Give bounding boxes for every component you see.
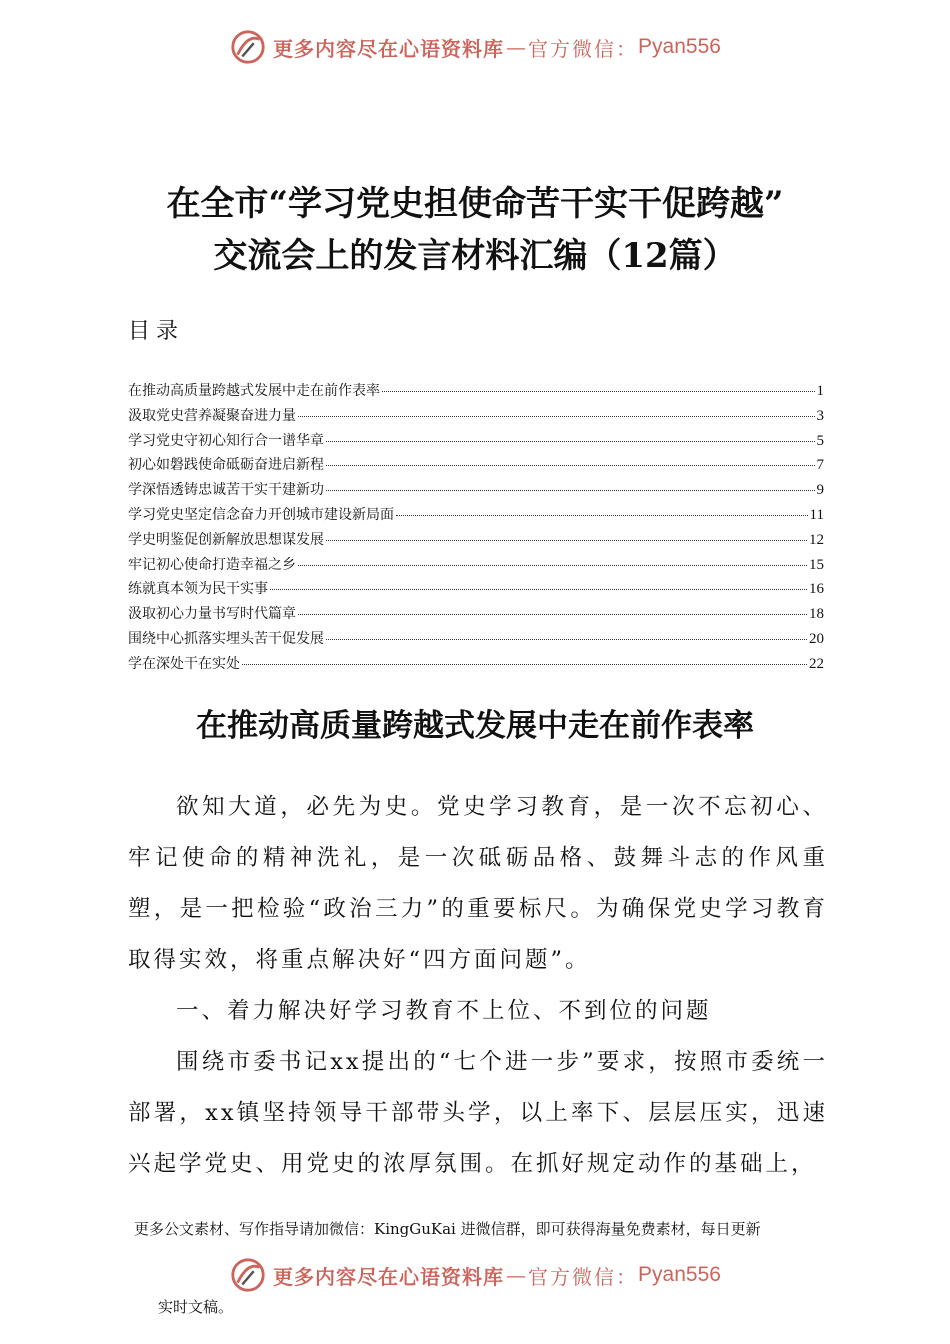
toc-entry-title: 围绕中心抓落实埋头苦干促发展 bbox=[128, 630, 324, 647]
watermark-text: 更多内容尽在心语资料库 bbox=[273, 1264, 505, 1289]
toc-entry-page: 20 bbox=[809, 630, 824, 647]
seal-logo-icon bbox=[229, 28, 267, 66]
toc-entry-title: 初心如磐践使命砥砺奋进启新程 bbox=[128, 457, 324, 474]
body-paragraph: 欲知大道，必先为史。党史学习教育，是一次不忘初心、牢记使命的精神洗礼，是一次砥砺品格、鼓舞斗志的作风重塑，是一把检验“政治三力”的重要标尺。为确保党史学习教育取得实效，将重点解决好“四方面问题”。 bbox=[128, 794, 828, 973]
toc-entry-title: 练就真本领为民干实事 bbox=[128, 581, 268, 598]
toc-heading: 目录 bbox=[128, 319, 185, 344]
watermark-text: 更多内容尽在心语资料库 bbox=[273, 36, 505, 61]
toc-entry-page: 16 bbox=[809, 581, 824, 598]
toc-leader bbox=[298, 565, 807, 566]
title-line-2: 交流会上的发言材料汇编（12篇） bbox=[213, 236, 737, 276]
toc-entry-title: 学习党史坚定信念奋力开创城市建设新局面 bbox=[128, 506, 394, 523]
toc-entry[interactable] bbox=[128, 454, 824, 479]
toc-entry[interactable] bbox=[128, 504, 824, 529]
toc-entry-page: 5 bbox=[816, 432, 824, 449]
toc-entry-page: 15 bbox=[809, 556, 824, 573]
toc-entry[interactable] bbox=[128, 479, 824, 504]
body-paragraph: 围绕市委书记xx提出的“七个进一步”要求，按照市委统一部署，xx镇坚持领导干部带头学，以上率下、层层压实，迅速兴起学党史、用党史的浓厚氛围。在抓好规定动作的基础上， bbox=[128, 1049, 828, 1177]
watermark-wechat-label: 官方微信： bbox=[528, 36, 639, 61]
toc-entry[interactable] bbox=[128, 603, 824, 628]
toc-entry[interactable] bbox=[128, 628, 824, 653]
toc-entry[interactable] bbox=[128, 529, 824, 554]
toc-entry[interactable] bbox=[128, 380, 824, 405]
toc-leader bbox=[298, 614, 807, 615]
toc-entry[interactable] bbox=[128, 554, 824, 579]
toc-entry-title: 汲取党史营养凝聚奋进力量 bbox=[128, 407, 296, 424]
watermark-separator: — bbox=[506, 1263, 527, 1287]
toc-entry-page: 22 bbox=[809, 655, 824, 672]
document-title bbox=[60, 178, 890, 282]
toc-entry-title: 汲取初心力量书写时代篇章 bbox=[128, 606, 296, 623]
toc-entry-title: 牢记初心使命打造幸福之乡 bbox=[128, 556, 296, 573]
toc-leader bbox=[396, 515, 808, 516]
toc-leader bbox=[326, 465, 815, 466]
toc-entry[interactable] bbox=[128, 653, 824, 678]
toc-entry-page: 11 bbox=[809, 506, 824, 523]
watermark-footer bbox=[0, 1256, 950, 1294]
footer-note: 更多公文素材、写作指导请加微信：KingGuKai 进微信群，即可获得海量免费素材，每日更新 bbox=[134, 1220, 761, 1238]
title-line-1: 在全市“学习党史担使命苦干实干促跨越” bbox=[166, 184, 784, 224]
toc-entry-page: 3 bbox=[816, 407, 824, 424]
table-of-contents bbox=[128, 380, 824, 678]
seal-logo-icon bbox=[229, 1256, 267, 1294]
watermark-wechat-label: 官方微信： bbox=[528, 1264, 639, 1289]
watermark-header bbox=[0, 28, 950, 66]
toc-entry[interactable] bbox=[128, 578, 824, 603]
footer-note-continued: 实时文稿。 bbox=[158, 1298, 234, 1316]
toc-entry-page: 1 bbox=[816, 383, 824, 399]
toc-leader bbox=[326, 490, 815, 491]
toc-leader bbox=[326, 441, 815, 442]
toc-entry-title: 学史明鉴促创新解放思想谋发展 bbox=[128, 531, 324, 548]
toc-entry-title: 学在深处干在实处 bbox=[128, 655, 240, 672]
toc-entry-page: 7 bbox=[816, 457, 824, 474]
section-subheading: 一、着力解决好学习教育不上位、不到位的问题 bbox=[176, 998, 712, 1024]
toc-leader bbox=[242, 664, 807, 665]
watermark-separator: — bbox=[506, 35, 527, 59]
watermark-wechat-id: Pyan556 bbox=[638, 1263, 721, 1286]
toc-entry-title: 学习党史守初心知行合一谱华章 bbox=[128, 432, 324, 449]
toc-entry-title: 学深悟透铸忠诚苦干实干建新功 bbox=[128, 482, 324, 499]
toc-entry-page: 12 bbox=[809, 531, 824, 548]
toc-entry[interactable] bbox=[128, 405, 824, 430]
toc-leader bbox=[382, 391, 815, 392]
section-title: 在推动高质量跨越式发展中走在前作表率 bbox=[196, 708, 754, 744]
toc-leader bbox=[270, 589, 807, 590]
toc-entry-title: 在推动高质量跨越式发展中走在前作表率 bbox=[128, 383, 380, 399]
toc-entry-page: 9 bbox=[816, 482, 824, 499]
toc-leader bbox=[326, 639, 807, 640]
watermark-wechat-id: Pyan556 bbox=[638, 35, 721, 58]
toc-entry[interactable] bbox=[128, 430, 824, 455]
toc-entry-page: 18 bbox=[809, 606, 824, 623]
toc-leader bbox=[326, 540, 807, 541]
toc-leader bbox=[298, 416, 815, 417]
